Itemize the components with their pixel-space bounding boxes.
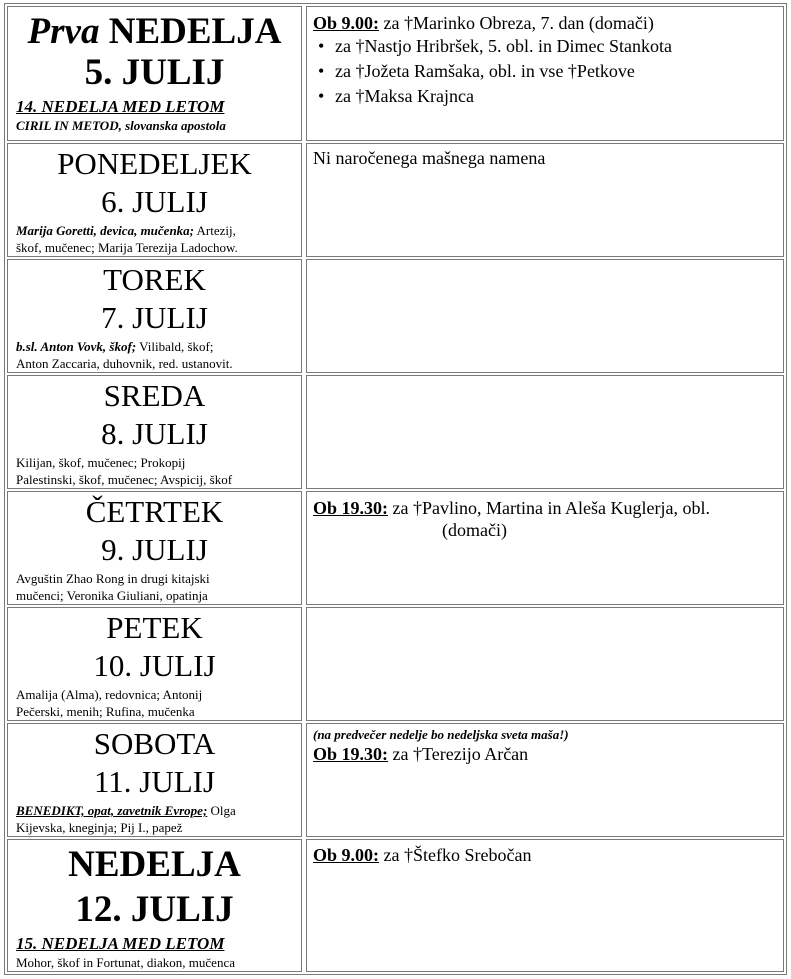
vigil-note: (na predvečer nedelje bo nedeljska sveta maša!)	[313, 727, 569, 742]
mass-intention-continuation: (domači)	[442, 520, 507, 540]
saints-text: b.sl. Anton Vovk, škof; Vilibald, škof;	[16, 339, 214, 355]
row-monday	[5, 143, 786, 257]
row-sunday-12	[5, 839, 786, 972]
day-title: SREDA	[103, 378, 206, 413]
day-cell-saturday	[7, 723, 302, 837]
mass-intention-line: Ob 19.30: za †Pavlino, Martina in Aleša Kuglerja, obl.	[313, 498, 710, 518]
day-title: PETEK	[106, 610, 203, 645]
saints-text: Kilijan, škof, mučenec; Prokopij	[16, 455, 186, 471]
saints-text: Marija Goretti, devica, mučenka; Artezij,	[16, 223, 236, 239]
row-sunday-5	[5, 6, 786, 141]
saints-text: mučenci; Veronika Giuliani, opatinja	[16, 588, 208, 604]
day-title: Prva NEDELJA	[27, 11, 282, 52]
saints-text: Avguštin Zhao Rong in drugi kitajski	[16, 571, 210, 587]
no-intention-note: Ni naročenega mašnega namena	[313, 148, 546, 168]
day-cell-thursday	[7, 491, 302, 605]
mass-intention-line: Ob 9.00: za †Marinko Obreza, 7. dan (domači)	[313, 13, 654, 33]
day-cell-tuesday	[7, 259, 302, 373]
mass-time: Ob 19.30:	[313, 498, 389, 518]
list-item: • za †Nastjo Hribršek, 5. obl. in Dimec Stankota	[335, 34, 783, 59]
saints-text: Anton Zaccaria, duhovnik, red. ustanovit.	[16, 356, 233, 372]
sunday-label: 15. NEDELJA MED LETOM	[16, 933, 225, 953]
day-title: PONEDELJEK	[57, 146, 252, 181]
mass-intention-line: Ob 19.30: za †Terezijo Arčan	[313, 744, 529, 764]
sunday-label: 14. NEDELJA MED LETOM	[16, 96, 225, 116]
mass-cell-monday	[306, 143, 784, 257]
row-thursday	[5, 491, 786, 605]
saints-text: Kijevska, kneginja; Pij I., papež	[16, 820, 183, 836]
row-friday	[5, 607, 786, 721]
list-item: • za †Maksa Krajnca	[335, 84, 783, 109]
mass-intention-list	[307, 34, 783, 109]
mass-cell-friday	[306, 607, 784, 721]
day-title: ČETRTEK	[85, 494, 224, 529]
row-tuesday	[5, 259, 786, 373]
day-title: NEDELJA	[68, 844, 241, 885]
mass-time: Ob 19.30:	[313, 744, 389, 764]
mass-cell-wednesday	[306, 375, 784, 489]
weekly-schedule-table	[4, 3, 787, 975]
saints-text: BENEDIKT, opat, zavetnik Evrope; Olga	[16, 803, 236, 819]
day-date: 9. JULIJ	[101, 531, 208, 567]
day-date: 8. JULIJ	[101, 415, 208, 451]
list-item: • za †Jožeta Ramšaka, obl. in vse †Petkove	[335, 59, 783, 84]
row-wednesday	[5, 375, 786, 489]
mass-time: Ob 9.00:	[313, 845, 380, 865]
saints-text: Amalija (Alma), redovnica; Antonij	[16, 687, 203, 703]
mass-cell-sunday-5	[306, 6, 784, 141]
saints-text: Pečerski, menih; Rufina, mučenka	[16, 704, 195, 720]
day-date: 7. JULIJ	[101, 299, 208, 335]
day-title: TOREK	[103, 262, 206, 297]
day-date: 6. JULIJ	[101, 183, 208, 219]
saints-text: Palestinski, škof, mučenec; Avspicij, škof	[16, 472, 233, 488]
mass-cell-sunday-12	[306, 839, 784, 972]
day-date: 12. JULIJ	[75, 888, 234, 930]
saints-text: CIRIL IN METOD, slovanska apostola	[16, 117, 226, 133]
mass-intention-line: Ob 9.00: za †Štefko Srebočan	[313, 845, 532, 865]
day-date: 5. JULIJ	[84, 51, 225, 93]
day-cell-monday	[7, 143, 302, 257]
day-cell-sunday-5	[7, 6, 302, 141]
mass-cell-saturday	[306, 723, 784, 837]
day-cell-wednesday	[7, 375, 302, 489]
day-date: 11. JULIJ	[93, 763, 216, 799]
mass-time: Ob 9.00:	[313, 13, 380, 33]
day-title: SOBOTA	[93, 726, 216, 761]
saints-text: škof, mučenec; Marija Terezija Ladochow.	[16, 240, 238, 256]
mass-cell-tuesday	[306, 259, 784, 373]
day-cell-friday	[7, 607, 302, 721]
day-date: 10. JULIJ	[93, 647, 216, 683]
saints-text: Mohor, škof in Fortunat, diakon, mučenca	[16, 954, 235, 970]
row-saturday	[5, 723, 786, 837]
day-cell-sunday-12	[7, 839, 302, 972]
mass-cell-thursday	[306, 491, 784, 605]
